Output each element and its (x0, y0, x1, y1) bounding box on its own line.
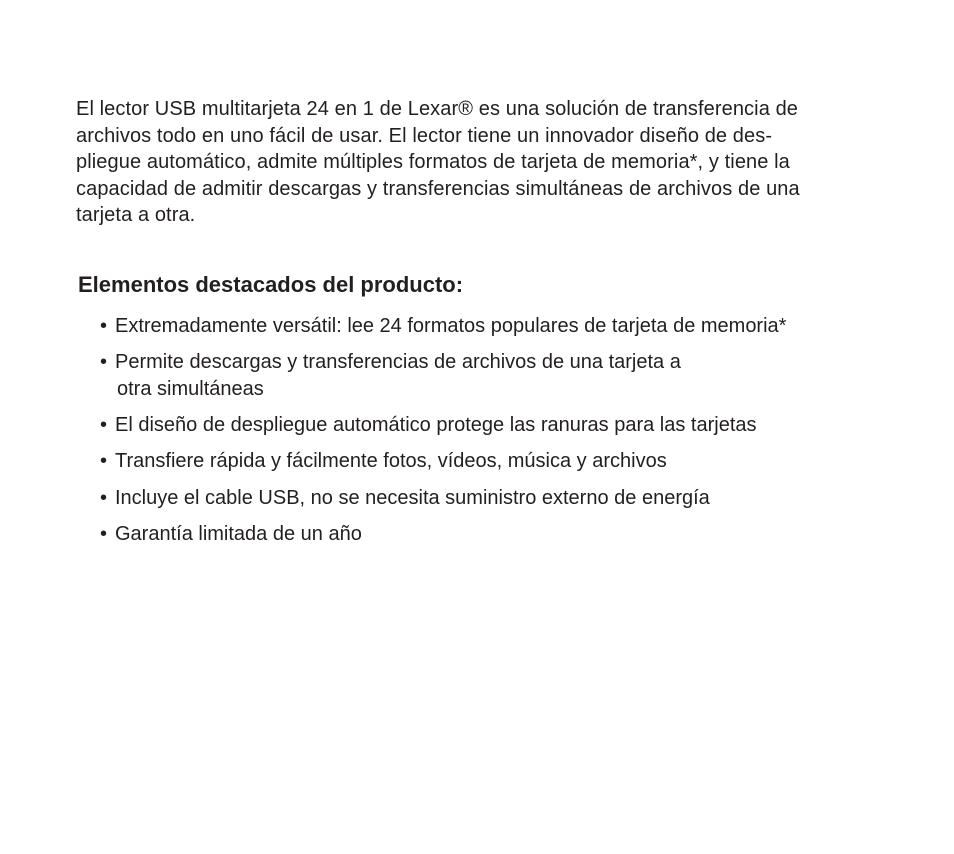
list-item-text-continued: otra simultáneas (117, 377, 264, 400)
list-item (100, 313, 786, 340)
list-item-text: Transfiere rápida y fácilmente fotos, vídeos, música y archivos (115, 450, 667, 473)
list-item-text: Permite descargas y transferencias de archivos de una tarjeta a (115, 351, 681, 374)
list-item (100, 349, 786, 402)
list-item (100, 412, 786, 439)
intro-line: capacidad de admitir descargas y transferencias simultáneas de archivos de una (76, 177, 800, 200)
bullet-icon: • (100, 522, 108, 545)
highlights-list (100, 313, 786, 557)
list-item-text: Extremadamente versátil: lee 24 formatos populares de tarjeta de memoria* (115, 315, 787, 337)
intro-line: archivos todo en uno fácil de usar. El lector tiene un innovador diseño de des- (76, 124, 773, 147)
bullet-icon: • (100, 450, 108, 473)
bullet-icon: • (100, 414, 108, 437)
bullet-icon: • (100, 315, 108, 337)
list-item (100, 448, 786, 475)
list-item-text: El diseño de despliegue automático protege las ranuras para las tarjetas (115, 414, 757, 437)
intro-line: tarjeta a otra. (76, 204, 196, 226)
list-item (100, 521, 786, 548)
list-item (100, 485, 786, 512)
list-item-text: Incluye el cable USB, no se necesita suministro externo de energía (115, 486, 710, 509)
list-item-text: Garantía limitada de un año (115, 522, 362, 545)
intro-paragraph (76, 96, 906, 229)
highlights-heading: Elementos destacados del producto: (78, 272, 464, 297)
bullet-icon: • (100, 486, 108, 509)
bullet-icon: • (100, 351, 108, 374)
intro-line: pliegue automático, admite múltiples formatos de tarjeta de memoria*, y tiene la (76, 151, 790, 173)
intro-line: El lector USB multitarjeta 24 en 1 de Lexar® es una solución de transferencia de (76, 98, 799, 120)
